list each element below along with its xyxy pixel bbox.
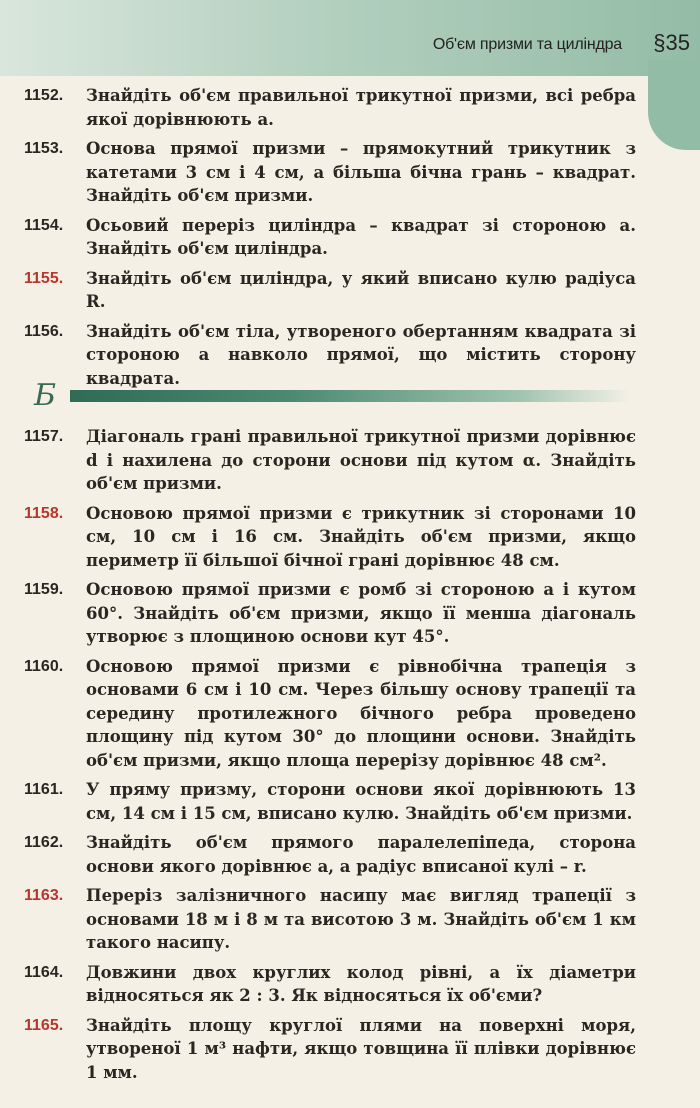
problem-text: Осьовий переріз циліндра – квадрат зі стороною a. Знайдіть об'єм циліндра. <box>86 215 636 258</box>
section-number: §35 <box>653 30 690 55</box>
level-bar <box>70 390 630 402</box>
problem-number: 1164. <box>24 963 64 981</box>
problem-text: Знайдіть об'єм правильної трикутної призми, всі ребра якої дорівнюють a. <box>86 86 636 129</box>
level-b-divider <box>24 378 664 413</box>
problem-number: 1152. <box>24 87 64 104</box>
problem-item <box>24 578 636 649</box>
problem-number: 1161. <box>24 781 64 798</box>
problem-item <box>24 502 636 573</box>
problem-item <box>24 84 636 131</box>
problem-number: 1153. <box>24 140 64 157</box>
problem-list-level-b <box>24 425 636 1090</box>
problem-item <box>24 267 636 314</box>
problem-text: Знайдіть об'єм тіла, утвореного обертанням квадрата зі стороною a навколо прямої, що містить сторону квадрата. <box>86 321 636 388</box>
problem-number: 1159. <box>24 581 64 598</box>
problem-item <box>24 214 636 261</box>
header-tab <box>648 60 700 150</box>
problem-text: Основою прямої призми є ромб зі стороною a і кутом 60°. Знайдіть об'єм призми, якщо її менша діагональ утворює з площиною основи кут 45°. <box>86 580 636 646</box>
problem-text: Довжини двох круглих колод рівні, а їх діаметри відносяться як 2 : 3. Як відносяться їх об'єми? <box>86 962 636 1005</box>
level-letter: Б <box>34 378 57 413</box>
problem-item <box>24 655 636 773</box>
problem-item <box>24 425 636 496</box>
problem-number: 1156. <box>24 322 64 340</box>
problem-number: 1157. <box>24 428 64 445</box>
problem-text: Знайдіть об'єм циліндра, у який вписано кулю радіуса R. <box>86 268 636 311</box>
problem-number: 1162. <box>24 834 64 851</box>
problem-text: Знайдіть площу круглої плями на поверхні моря, утвореної 1 м³ нафти, якщо товщина її плівки дорівнює 1 мм. <box>86 1015 636 1082</box>
problem-text: Діагональ грані правильної трикутної призми дорівнює d і нахилена до сторони основи під кутом α. Знайдіть об'єм призми. <box>86 427 636 493</box>
problem-item <box>24 831 636 878</box>
problem-number: 1160. <box>24 657 64 675</box>
problem-number: 1165. <box>24 1016 64 1034</box>
problem-text: Основою прямої призми є трикутник зі сторонами 10 см, 10 см і 16 см. Знайдіть об'єм призми, якщо периметр її більшої бічної грані дорівнює 48 см. <box>86 503 636 570</box>
problem-item <box>24 320 636 391</box>
problem-number: 1154. <box>24 216 64 234</box>
problem-number: 1163. <box>24 887 64 904</box>
problem-item <box>24 778 636 825</box>
problem-text: Основа прямої призми – прямокутний трикутник з катетами 3 см і 4 см, а більша бічна грань – квадрат. Знайдіть об'єм призми. <box>86 139 636 205</box>
problem-text: Основою прямої призми є рівнобічна трапеція з основами 6 см і 10 см. Через більшу основу трапеції та середину протилежного бічного ребра проведено площину під кутом 30° до площини основи. Знайдіть об'єм призми, якщо площа перерізу дорівнює 48 см². <box>86 656 636 770</box>
problem-item <box>24 1014 636 1085</box>
problem-item <box>24 137 636 208</box>
problem-number: 1155. <box>24 269 64 287</box>
page-header-title: Об'єм призми та циліндра <box>432 36 622 53</box>
problem-list-level-a <box>24 84 636 396</box>
problem-item <box>24 884 636 955</box>
problem-text: Знайдіть об'єм прямого паралелепіпеда, сторона основи якого дорівнює a, а радіус вписаної кулі – r. <box>86 833 636 876</box>
problem-text: У пряму призму, сторони основи якої дорівнюють 13 см, 14 см і 15 см, вписано кулю. Знайдіть об'єм призми. <box>86 780 636 823</box>
problem-number: 1158. <box>24 504 64 522</box>
problem-item <box>24 961 636 1008</box>
problem-text: Переріз залізничного насипу має вигляд трапеції з основами 18 м і 8 м та висотою 3 м. Знайдіть об'єм 1 км такого насипу. <box>86 886 636 952</box>
